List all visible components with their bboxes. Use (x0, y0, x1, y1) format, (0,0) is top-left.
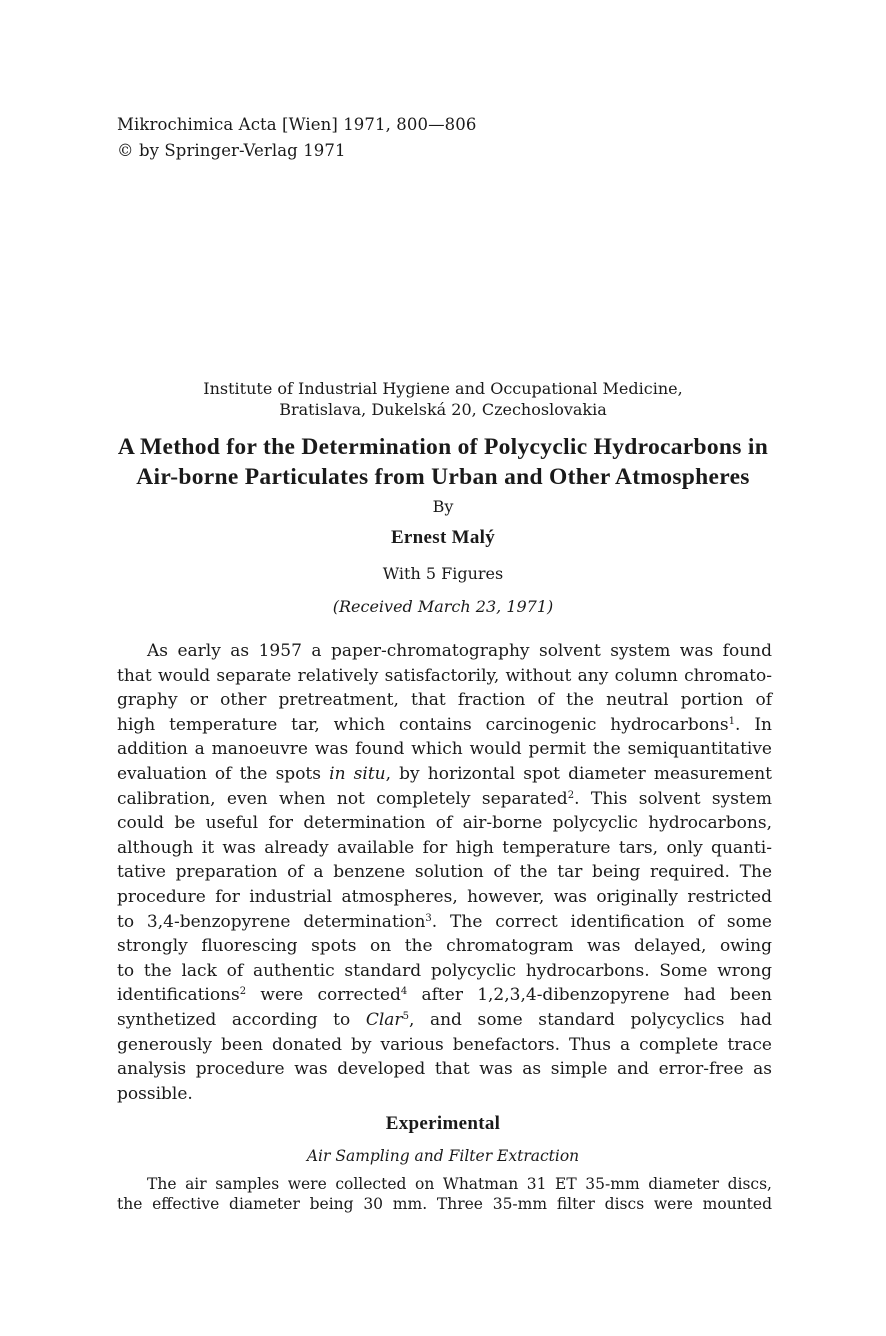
intro-line: synthetized according to Clar$^5$, and some standard polycyclics had (117, 1009, 772, 1030)
intro-line: analysis procedure was developed that was as simple and error-free as (117, 1059, 772, 1080)
received-date: (Received March 23, 1971) (332, 597, 554, 616)
intro-line: As early as 1957 a paper-chromatography solvent system was found (147, 641, 772, 661)
institute-line-1: Institute of Industrial Hygiene and Occupational Medicine, (203, 379, 683, 398)
intro-line: addition a manoeuvre was found which would permit the semiquantitative (117, 739, 772, 760)
intro-line: to the lack of authentic standard polycyclic hydrocarbons. Some wrong (117, 960, 772, 981)
section-heading-experimental: Experimental (385, 1113, 501, 1134)
institute-affiliation (0, 378, 886, 420)
copyright-line: © by Springer-Verlag 1971 (117, 141, 346, 160)
reference-mark: 1 (728, 715, 736, 727)
reference-mark: 2 (239, 986, 247, 998)
paper-title (0, 432, 886, 492)
title-line-1: A Method for the Determination of Polycyclic Hydrocarbons in (117, 434, 769, 460)
intro-line: graphy or other pretreatment, that fraction of the neutral portion of (117, 690, 772, 711)
institute-line-2: Bratislava, Dukelská 20, Czechoslovakia (279, 400, 607, 419)
reference-mark: 2 (567, 789, 575, 801)
intro-line: evaluation of the spots in situ, by horizontal spot diameter measurement (117, 763, 773, 784)
intro-paragraph (117, 639, 772, 1106)
intro-line: identifications$^2$ were corrected$^4$ after 1,2,3,4-dibenzopyrene had been (117, 985, 772, 1006)
intro-line: generously been donated by various benefactors. Thus a complete trace (117, 1034, 772, 1055)
body-line: The air samples were collected on Whatman 31 ET 35-mm diameter discs, (147, 1175, 772, 1193)
intro-line: tative preparation of a benzene solution of the tar being required. The (117, 862, 772, 883)
journal-header (117, 112, 476, 164)
body-line: the effective diameter being 30 mm. Three 35-mm filter discs were mounted (117, 1195, 772, 1213)
intro-line: to 3,4-benzopyrene determination$^3$. The correct identification of some (117, 911, 772, 932)
intro-line: calibration, even when not completely separated$^2$. This solvent system (117, 788, 772, 809)
intro-line: strongly fluorescing spots on the chromatogram was delayed, owing (117, 936, 772, 957)
experimental-paragraph (117, 1174, 772, 1214)
intro-line: that would separate relatively satisfactorily, without any column chromato- (117, 665, 772, 686)
reference-mark: 3 (425, 912, 432, 924)
reference-mark: 4 (400, 986, 408, 998)
intro-line: could be useful for determination of air-borne polycyclic hydrocarbons, (117, 813, 772, 834)
intro-line: procedure for industrial atmospheres, however, was originally restricted (117, 886, 772, 907)
intro-line: possible. (117, 1083, 193, 1104)
author-name: Ernest Malý (390, 527, 496, 548)
intro-line: high temperature tar, which contains carcinogenic hydrocarbons$^1$. In (117, 714, 772, 735)
intro-line: although it was already available for high temperature tars, only quanti- (117, 837, 772, 858)
title-line-2: Air-borne Particulates from Urban and Other Atmospheres (136, 464, 750, 490)
journal-citation: Mikrochimica Acta [Wien] 1971, 800—806 (117, 115, 477, 134)
by-label: By (432, 497, 454, 516)
subsection-heading: Air Sampling and Filter Extraction (306, 1147, 580, 1165)
reference-mark: 5 (402, 1010, 409, 1022)
figures-count: With 5 Figures (382, 564, 504, 583)
